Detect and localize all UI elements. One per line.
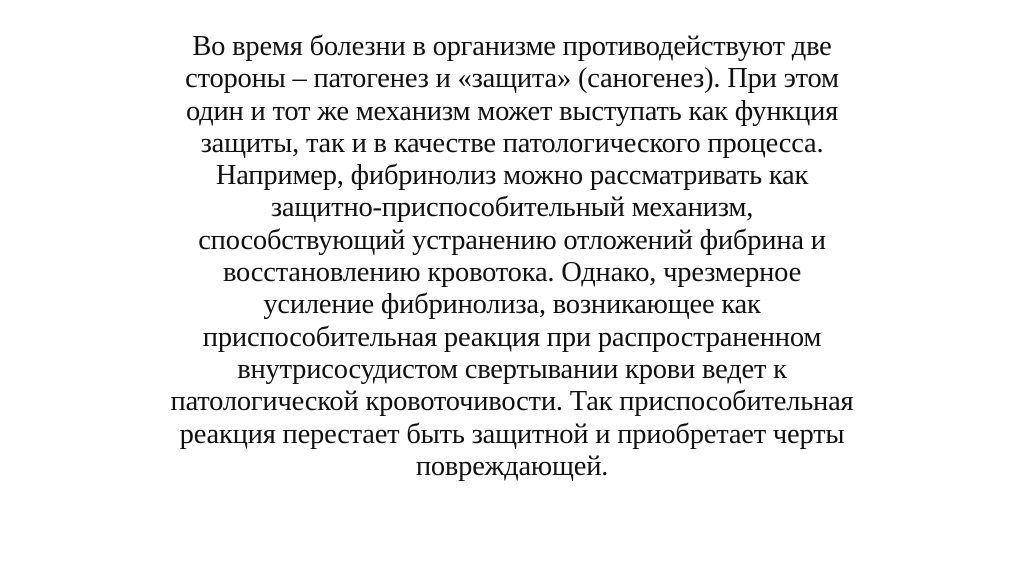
paragraph-line: Например, фибринолиз можно рассматривать как (215, 160, 809, 192)
paragraph-line: патологической кровоточивости. Так приспособительная (170, 386, 854, 418)
paragraph-line: защиты, так и в качестве патологического процесса. (200, 127, 824, 159)
body-paragraph (60, 31, 964, 483)
paragraph-line: внутрисосудистом свертывании крови ведет к (237, 353, 787, 385)
paragraph-line: защитно-приспособительный механизм, (270, 192, 754, 224)
paragraph-line: повреждающей. (415, 450, 609, 482)
paragraph-line: один и тот же механизм может выступать как функция (185, 95, 839, 127)
paragraph-line: Во время болезни в организме противодействуют две (192, 31, 832, 62)
paragraph-line: реакция перестает быть защитной и приобретает черты (179, 418, 845, 450)
paragraph-line: восстановлению кровотока. Однако, чрезмерное (222, 257, 802, 289)
paragraph-line: стороны – патогенез и «защита» (саногенез). При этом (185, 63, 839, 95)
paragraph-line: приспособительная реакция при распространенном (202, 321, 822, 353)
paragraph-line: способствующий устранению отложений фибрина и (198, 224, 826, 256)
paragraph-line: усиление фибринолиза, возникающее как (263, 289, 761, 321)
